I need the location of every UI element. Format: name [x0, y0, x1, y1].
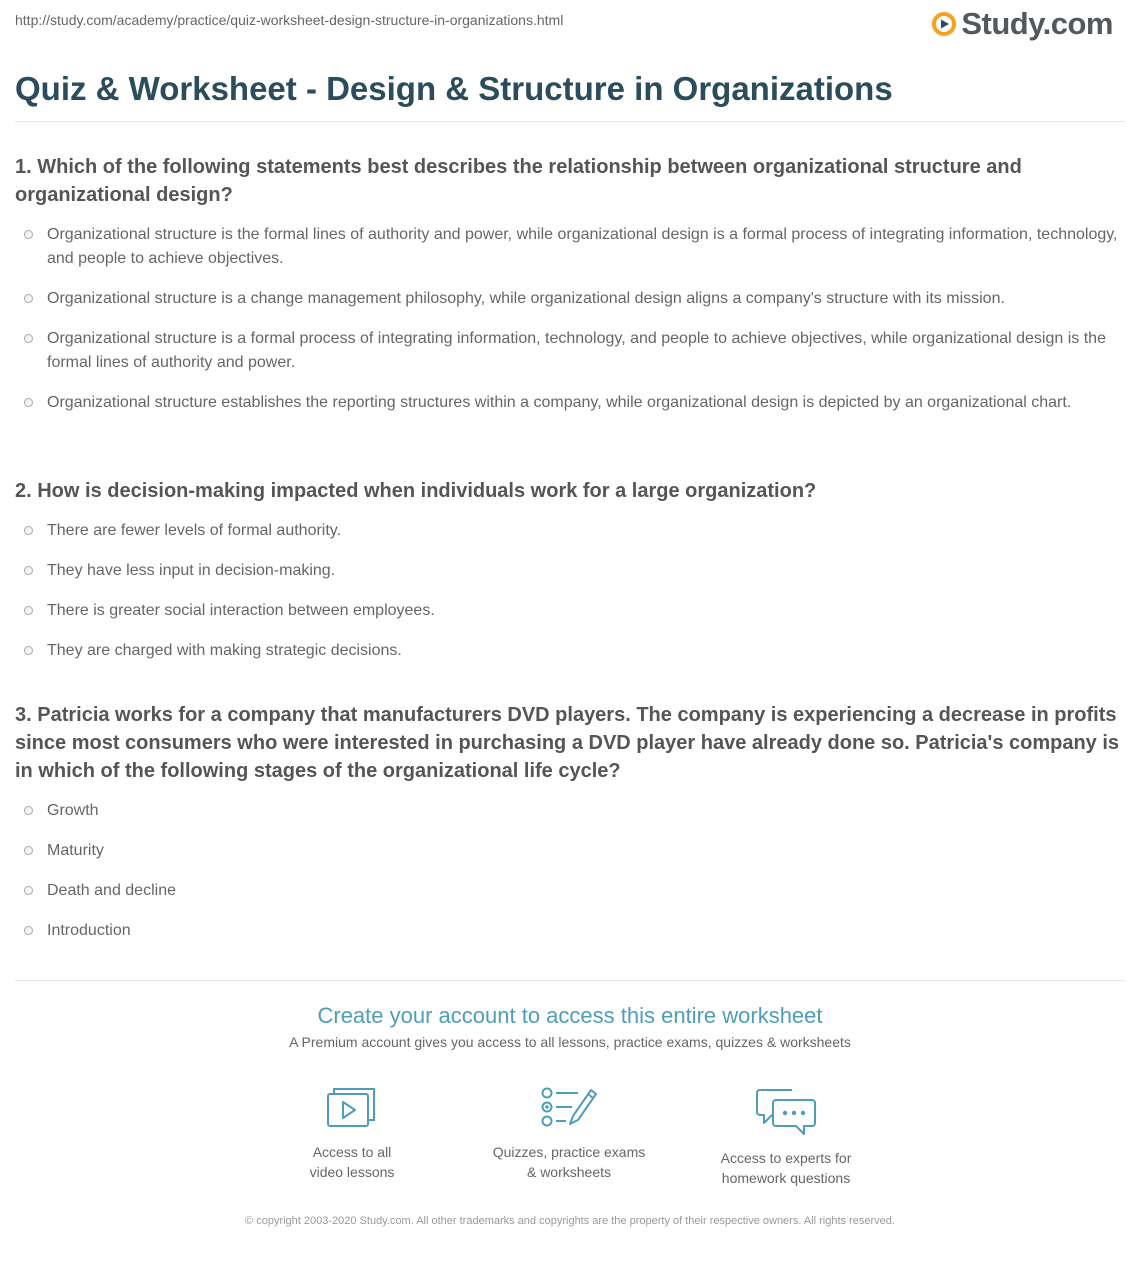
logo-text: Study.com	[961, 6, 1113, 41]
answer-option[interactable]	[15, 879, 1125, 903]
answer-option[interactable]	[15, 839, 1125, 863]
question-2	[15, 477, 1125, 663]
feature-quizzes	[469, 1086, 669, 1182]
feature-experts	[686, 1086, 886, 1188]
question-text: 1. Which of the following statements best describes the relationship between organizational structure and organizational design?	[15, 156, 1022, 206]
study-logo[interactable]	[931, 6, 1113, 42]
answer-option[interactable]	[15, 599, 1125, 623]
answer-options	[15, 519, 1125, 663]
answer-option[interactable]	[15, 799, 1125, 823]
radio-button[interactable]	[24, 566, 33, 575]
radio-button[interactable]	[24, 294, 33, 303]
radio-button[interactable]	[24, 646, 33, 655]
feature-label: Access to all video lessons	[309, 1144, 395, 1180]
radio-button[interactable]	[24, 526, 33, 535]
option-label: They are charged with making strategic decisions.	[47, 642, 402, 659]
option-label: Growth	[47, 802, 99, 819]
study-logo-icon	[931, 11, 957, 37]
option-label: There is greater social interaction between employees.	[47, 602, 435, 619]
option-label: Organizational structure establishes the reporting structures within a company, while organizational design is depicted by an organizational chart.	[47, 394, 1072, 411]
top-bar	[15, 0, 1125, 50]
question-3	[15, 701, 1125, 943]
question-text: 2. How is decision-making impacted when individuals work for a large organization?	[15, 480, 817, 502]
answer-options	[15, 799, 1125, 943]
page-title: Quiz & Worksheet - Design & Structure in Organizations	[15, 70, 893, 107]
option-label: Maturity	[47, 842, 104, 859]
radio-button[interactable]	[24, 806, 33, 815]
answer-options	[15, 223, 1125, 415]
page-url: http://study.com/academy/practice/quiz-worksheet-design-structure-in-organizations.html	[15, 12, 564, 28]
section-divider	[15, 980, 1125, 981]
quiz-checklist-icon	[540, 1086, 598, 1130]
feature-label: Access to experts for homework questions	[720, 1150, 852, 1186]
radio-button[interactable]	[24, 398, 33, 407]
feature-label: Quizzes, practice exams & worksheets	[492, 1144, 646, 1180]
radio-button[interactable]	[24, 606, 33, 615]
answer-option[interactable]	[15, 391, 1125, 415]
option-label: Organizational structure is a change management philosophy, while organizational design aligns a company's structure with its mission.	[47, 290, 1005, 307]
question-1	[15, 153, 1125, 415]
create-account-link[interactable]: Create your account to access this entire worksheet	[317, 1003, 823, 1028]
question-text: 3. Patricia works for a company that manufacturers DVD players. The company is experiencing a decrease in profits since most consumers who were interested in purchasing a DVD player have already done so. Patricia's company is in which of the following stages of the organizational life cycle?	[15, 704, 1120, 782]
copyright-notice: © copyright 2003-2020 Study.com. All other trademarks and copyrights are the property of their respective owners. All rights reserved.	[245, 1215, 895, 1227]
title-divider	[15, 121, 1125, 122]
chat-bubbles-icon	[754, 1086, 818, 1136]
answer-option[interactable]	[15, 559, 1125, 583]
feature-video-lessons	[252, 1086, 452, 1182]
option-label: Organizational structure is the formal lines of authority and power, while organizational design is a formal process of integrating information, technology, and people to achieve objectives.	[47, 226, 1118, 267]
radio-button[interactable]	[24, 926, 33, 935]
answer-option[interactable]	[15, 223, 1125, 271]
option-label: They have less input in decision-making.	[47, 562, 336, 579]
answer-option[interactable]	[15, 639, 1125, 663]
option-label: Introduction	[47, 922, 131, 939]
option-label: Death and decline	[47, 882, 176, 899]
answer-option[interactable]	[15, 919, 1125, 943]
radio-button[interactable]	[24, 886, 33, 895]
cta-subtitle: A Premium account gives you access to all lessons, practice exams, quizzes & worksheets	[289, 1034, 851, 1050]
answer-option[interactable]	[15, 287, 1125, 311]
option-label: There are fewer levels of formal authority.	[47, 522, 342, 539]
answer-option[interactable]	[15, 519, 1125, 543]
radio-button[interactable]	[24, 846, 33, 855]
radio-button[interactable]	[24, 230, 33, 239]
video-lessons-icon	[326, 1086, 378, 1130]
radio-button[interactable]	[24, 334, 33, 343]
option-label: Organizational structure is a formal process of integrating information, technology, and people to achieve objectives, while organizational design is the formal lines of authority and power.	[47, 330, 1106, 371]
answer-option[interactable]	[15, 327, 1125, 375]
